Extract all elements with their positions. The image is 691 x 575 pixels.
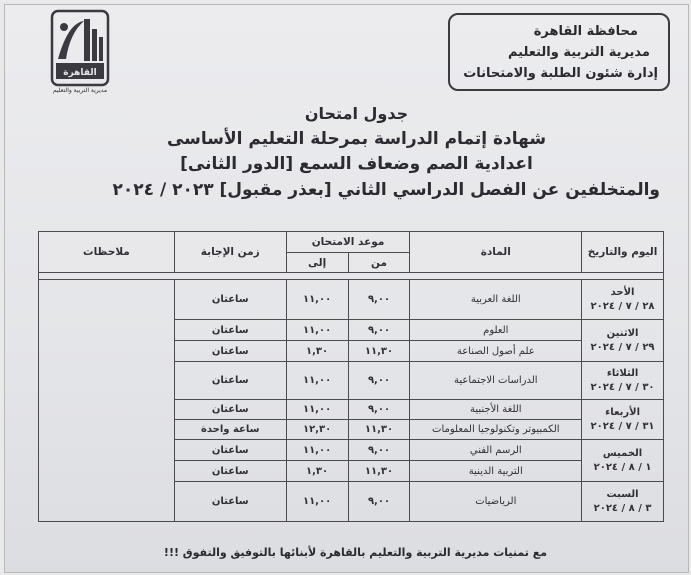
- exam-schedule-table: [38, 231, 664, 522]
- subject-cell: الرسم الفني: [410, 440, 582, 461]
- date-value: ٣٠ / ٧ / ٢٠٢٤: [590, 381, 655, 393]
- title-block: [45, 101, 668, 203]
- subject-cell: الدراسات الاجتماعية: [410, 362, 582, 400]
- col-header-schedule: موعد الامتحان: [286, 232, 410, 253]
- table-cell: [39, 273, 664, 280]
- duration-cell: ساعتان: [174, 461, 286, 482]
- to-cell: ١١,٠٠: [286, 280, 348, 320]
- duration-cell: ساعة واحدة: [174, 420, 286, 440]
- duration-cell: ساعتان: [174, 400, 286, 420]
- date-value: ١ / ٨ / ٢٠٢٤: [593, 461, 652, 473]
- day-name: السبت: [606, 488, 639, 500]
- table-cell: [39, 273, 664, 280]
- from-cell: ٩,٠٠: [348, 482, 410, 522]
- directorate-label: مديرية التربية والتعليم: [507, 45, 650, 60]
- to-cell: ١١,٠٠: [286, 482, 348, 522]
- day-name: الثلاثاء: [606, 367, 639, 379]
- col-header-duration: زمن الإجابة: [174, 232, 286, 273]
- duration-cell: ساعتان: [174, 280, 286, 320]
- to-cell: ١١,٠٠: [286, 320, 348, 341]
- cairo-emblem-icon: [50, 9, 110, 87]
- from-cell: ١١,٣٠: [348, 420, 410, 440]
- from-cell: ٩,٠٠: [348, 320, 410, 341]
- day-date-cell: [582, 400, 664, 440]
- to-cell: ١,٣٠: [286, 461, 348, 482]
- day-name: الاثنين: [606, 327, 639, 339]
- day-date-cell: [582, 280, 664, 320]
- logo-caption: مديرية التربية والتعليم: [52, 87, 108, 94]
- duration-cell: ساعتان: [174, 482, 286, 522]
- day-name: الأربعاء: [605, 406, 640, 418]
- to-cell: ١١,٠٠: [286, 362, 348, 400]
- subject-cell: العلوم: [410, 320, 582, 341]
- org-header-box: [448, 13, 670, 91]
- school-title: اعدادية الصم وضعاف السمع [الدور الثانى]: [180, 154, 533, 174]
- day-date-cell: [582, 320, 664, 362]
- subject-cell: التربية الدينية: [410, 461, 582, 482]
- date-value: ٣١ / ٧ / ٢٠٢٤: [590, 420, 655, 432]
- duration-cell: ساعتان: [174, 341, 286, 362]
- date-value: ٢٩ / ٧ / ٢٠٢٤: [590, 341, 655, 353]
- notes-cell: [39, 280, 175, 522]
- day-name: الأحد: [610, 286, 635, 298]
- from-cell: ٩,٠٠: [348, 440, 410, 461]
- col-header-subject: المادة: [410, 232, 582, 273]
- subject-cell: الرياضيات: [410, 482, 582, 522]
- date-value: ٢٨ / ٧ / ٢٠٢٤: [590, 300, 655, 312]
- to-cell: ١١,٠٠: [286, 440, 348, 461]
- to-cell: ١,٣٠: [286, 341, 348, 362]
- term-title: والمتخلفين عن الفصل الدراسي الثاني [بعذر مقبول] ٢٠٢٣ / ٢٠٢٤: [112, 180, 660, 200]
- day-name: الخميس: [602, 447, 643, 459]
- duration-cell: ساعتان: [174, 362, 286, 400]
- table-row: [39, 280, 664, 320]
- table-cell: [39, 232, 664, 253]
- department-label: إدارة شئون الطلبة والامتحانات: [463, 66, 658, 81]
- subject-cell: الكمبيوتر وتكنولوجيا المعلومات: [410, 420, 582, 440]
- from-cell: ٩,٠٠: [348, 400, 410, 420]
- subject-cell: اللغة العربية: [410, 280, 582, 320]
- closing-wishes: مع تمنيات مديرية التربية والتعليم بالقاهرة لأبنائها بالتوفيق والتفوق !!!: [163, 546, 548, 559]
- duration-cell: ساعتان: [174, 440, 286, 461]
- certificate-title: شهادة إتمام الدراسة بمرحلة التعليم الأساسى: [166, 129, 547, 149]
- page-title: جدول امتحان: [304, 104, 409, 123]
- subject-cell: علم أصول الصناعة: [410, 341, 582, 362]
- day-date-cell: [582, 440, 664, 482]
- col-header-from: من: [348, 253, 410, 273]
- from-cell: ٩,٠٠: [348, 362, 410, 400]
- date-value: ٣ / ٨ / ٢٠٢٤: [593, 502, 652, 514]
- from-cell: ٩,٠٠: [348, 280, 410, 320]
- cairo-logo: [47, 9, 113, 105]
- to-cell: ١١,٠٠: [286, 400, 348, 420]
- subject-cell: اللغة الأجنبية: [410, 400, 582, 420]
- to-cell: ١٢,٣٠: [286, 420, 348, 440]
- day-date-cell: [582, 482, 664, 522]
- col-header-to: إلى: [286, 253, 348, 273]
- col-header-notes: ملاحظات: [39, 232, 175, 273]
- day-date-cell: [582, 362, 664, 400]
- logo-name: القاهرة: [63, 68, 97, 78]
- duration-cell: ساعتان: [174, 320, 286, 341]
- from-cell: ١١,٣٠: [348, 341, 410, 362]
- governorate-label: محافظة القاهرة: [533, 24, 638, 39]
- col-header-day-date: اليوم والتاريخ: [582, 232, 664, 273]
- schedule-body: [39, 273, 664, 522]
- from-cell: ١١,٣٠: [348, 461, 410, 482]
